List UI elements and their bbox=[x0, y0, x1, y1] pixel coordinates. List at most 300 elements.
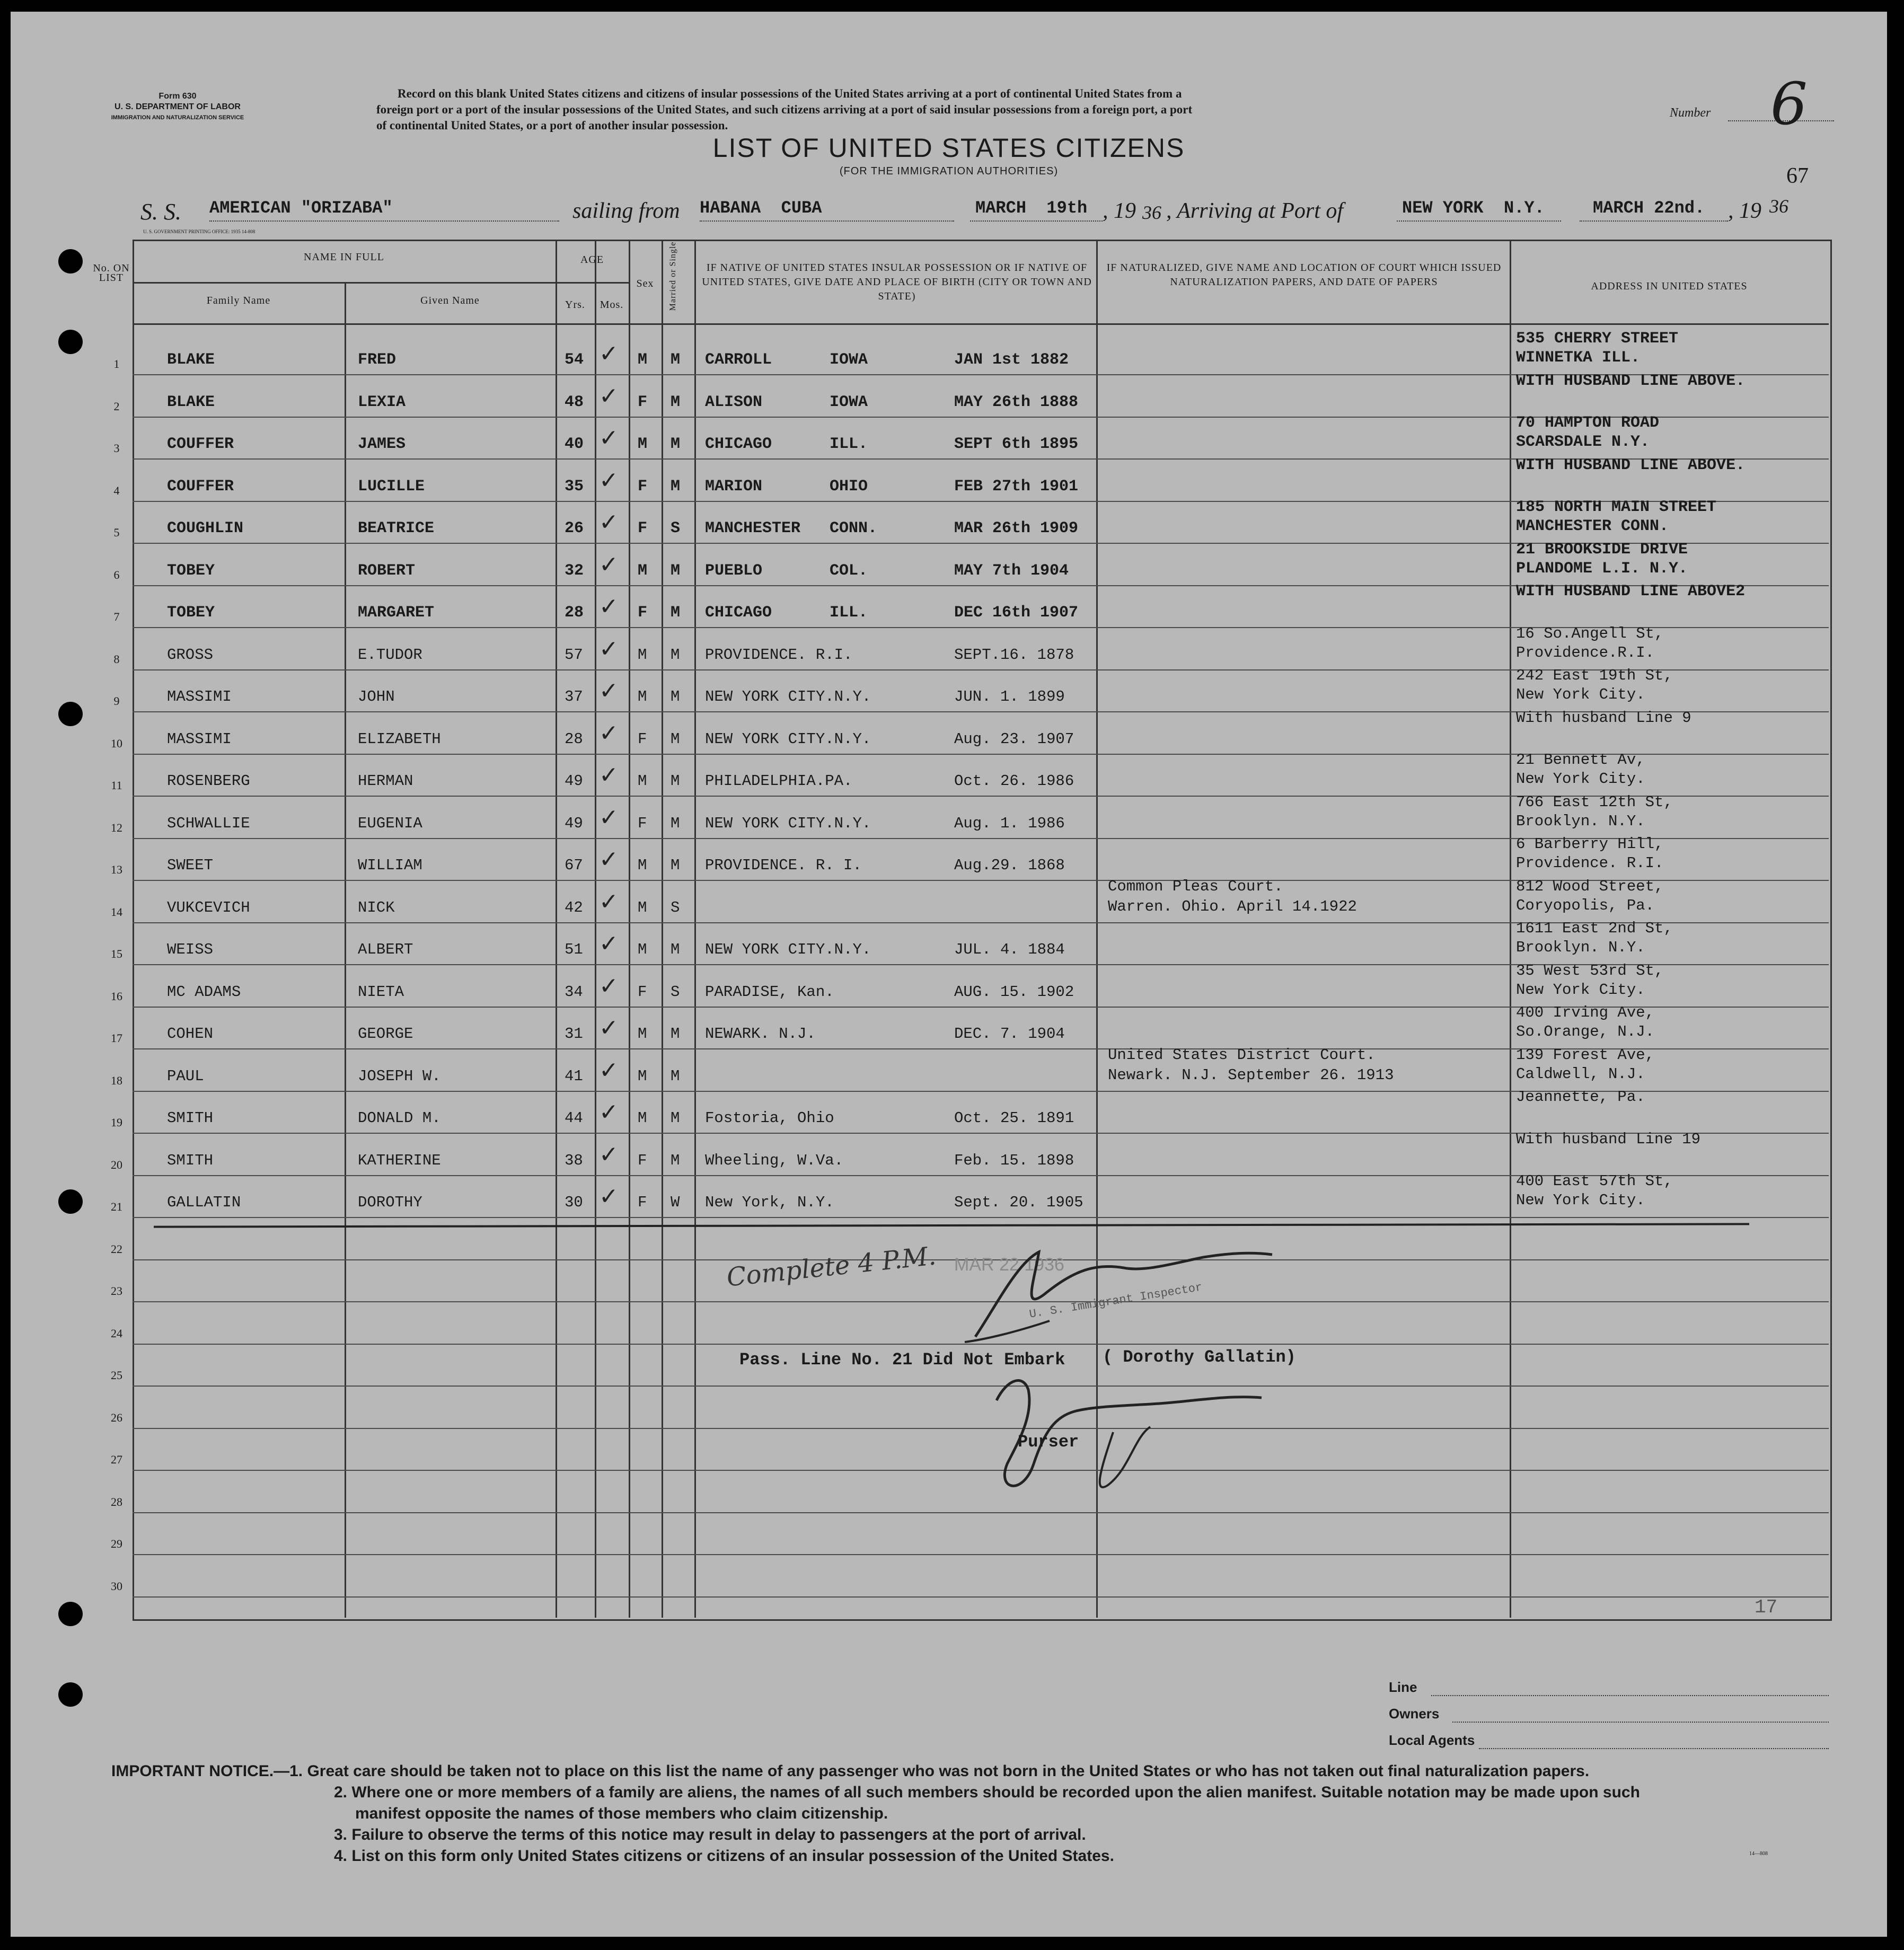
given-name-cell: DONALD M. bbox=[358, 1109, 441, 1127]
binder-hole bbox=[58, 1602, 83, 1626]
given-name-cell: MARGARET bbox=[358, 604, 435, 622]
check-mark-icon: ✓ bbox=[599, 1099, 619, 1126]
address-line-1-cell: 1611 East 2nd St, bbox=[1516, 920, 1673, 937]
inspector-signature bbox=[954, 1231, 1283, 1358]
check-mark-icon: ✓ bbox=[599, 467, 619, 494]
birth-date-cell: Aug.29. 1868 bbox=[954, 857, 1065, 874]
birth-place-cell: MANCHESTER bbox=[705, 519, 801, 537]
family-name-cell: SMITH bbox=[167, 1152, 214, 1169]
line-number: 17 bbox=[111, 1031, 122, 1045]
sex-cell: M bbox=[638, 899, 647, 916]
owners-label: Owners bbox=[1389, 1706, 1440, 1722]
marital-status-cell: M bbox=[671, 730, 680, 748]
notice-item: 3. Failure to observe the terms of this notice may result in delay to passengers at the port of arrival. bbox=[334, 1826, 1086, 1843]
form-number: Form 630 bbox=[158, 92, 197, 101]
birth-place-cell: NEW YORK CITY.N.Y. bbox=[705, 730, 871, 748]
naturalization-court-cell: Common Pleas Court. bbox=[1108, 878, 1283, 895]
arrival-year: 36 bbox=[1769, 196, 1788, 217]
birth-place-cell: PHILADELPHIA.PA. bbox=[705, 772, 853, 790]
birth-state-cell: ILL. bbox=[830, 435, 868, 453]
birth-date-cell: Aug. 1. 1986 bbox=[954, 815, 1065, 832]
line-number: 21 bbox=[111, 1200, 122, 1213]
col-married-single: Married or Single bbox=[668, 241, 677, 311]
birth-place-cell: CHICAGO bbox=[705, 604, 772, 622]
given-name-cell: HERMAN bbox=[358, 772, 413, 790]
page-subtitle: (FOR THE IMMIGRATION AUTHORITIES) bbox=[839, 165, 1059, 177]
address-line-1-cell: 35 West 53rd St, bbox=[1516, 962, 1664, 980]
age-years-cell: 40 bbox=[565, 435, 584, 453]
family-name-cell: SWEET bbox=[167, 857, 214, 874]
family-name-cell: COUFFER bbox=[167, 435, 234, 453]
address-line-1-cell: 16 So.Angell St, bbox=[1516, 625, 1664, 642]
line-number: 27 bbox=[111, 1453, 122, 1466]
line-number: 28 bbox=[111, 1495, 122, 1508]
notice-item: manifest opposite the names of those members who claim citizenship. bbox=[355, 1805, 888, 1822]
number-label: Number bbox=[1670, 106, 1711, 120]
age-years-cell: 34 bbox=[565, 983, 583, 1001]
binder-hole bbox=[58, 1189, 83, 1214]
arriving-label: , Arriving at Port of bbox=[1166, 199, 1344, 223]
family-name-cell: MASSIMI bbox=[167, 688, 232, 705]
marital-status-cell: M bbox=[671, 435, 681, 453]
address-line-1-cell: 400 East 57th St, bbox=[1516, 1172, 1673, 1190]
birth-place-cell: PROVIDENCE. R. I. bbox=[705, 857, 862, 874]
address-line-2-cell: Providence. R.I. bbox=[1516, 854, 1664, 872]
check-mark-icon: ✓ bbox=[599, 509, 619, 536]
address-line-2-cell: Brooklyn. N.Y. bbox=[1516, 813, 1645, 830]
address-line-2-cell: WINNETKA ILL. bbox=[1516, 349, 1641, 367]
sex-cell: M bbox=[638, 1025, 647, 1043]
birth-date-cell: Sept. 20. 1905 bbox=[954, 1194, 1083, 1211]
record-text-line: foreign port or a port of the insular possessions of the United States, and such citizens arriving at a port of said insular possessions from a foreign port, a port bbox=[376, 103, 1193, 116]
birth-date-cell: DEC. 7. 1904 bbox=[954, 1025, 1065, 1043]
line-number: 3 bbox=[113, 442, 120, 455]
address-line-2-cell: SCARSDALE N.Y. bbox=[1516, 433, 1650, 451]
col-yrs: Yrs. bbox=[565, 299, 585, 311]
address-line-1-cell: 139 Forest Ave, bbox=[1516, 1046, 1655, 1064]
check-mark-icon: ✓ bbox=[599, 383, 619, 410]
page-title: LIST OF UNITED STATES CITIZENS bbox=[712, 133, 1185, 163]
line-number: 14 bbox=[111, 905, 122, 919]
page-mark: 67 bbox=[1786, 164, 1809, 188]
given-name-cell: NICK bbox=[358, 899, 395, 916]
age-years-cell: 35 bbox=[565, 478, 584, 496]
family-name-cell: MC ADAMS bbox=[167, 983, 241, 1001]
sex-cell: F bbox=[638, 730, 647, 748]
family-name-cell: PAUL bbox=[167, 1067, 204, 1085]
given-name-cell: KATHERINE bbox=[358, 1152, 441, 1169]
address-line-1-cell: WITH HUSBAND LINE ABOVE. bbox=[1516, 456, 1746, 474]
department: U. S. DEPARTMENT OF LABOR bbox=[114, 102, 241, 111]
address-line-1-cell: WITH HUSBAND LINE ABOVE. bbox=[1516, 372, 1746, 390]
given-name-cell: JAMES bbox=[358, 435, 406, 453]
sex-cell: F bbox=[638, 604, 648, 622]
given-name-cell: ELIZABETH bbox=[358, 730, 441, 748]
arrival-date-rule bbox=[1580, 220, 1728, 222]
marital-status-cell: M bbox=[671, 941, 680, 958]
sex-cell: F bbox=[638, 983, 647, 1001]
age-years-cell: 49 bbox=[565, 815, 583, 832]
age-years-cell: 26 bbox=[565, 519, 584, 537]
marital-status-cell: W bbox=[671, 1194, 680, 1211]
record-instructions bbox=[376, 86, 1574, 134]
binder-hole bbox=[58, 702, 83, 726]
birth-state-cell: IOWA bbox=[830, 351, 868, 369]
departure-port: HABANA CUBA bbox=[700, 198, 822, 218]
sex-cell: M bbox=[638, 435, 648, 453]
form-id-block bbox=[90, 91, 265, 123]
marital-status-cell: M bbox=[671, 562, 681, 580]
age-years-cell: 30 bbox=[565, 1194, 583, 1211]
birth-place-cell: New York, N.Y. bbox=[705, 1194, 834, 1211]
family-name-cell: ROSENBERG bbox=[167, 772, 250, 790]
line-number: 5 bbox=[113, 526, 120, 539]
check-mark-icon: ✓ bbox=[599, 340, 619, 367]
birth-date-cell: MAY 26th 1888 bbox=[954, 393, 1079, 411]
printer-line: U. S. GOVERNMENT PRINTING OFFICE: 1935 14-808 bbox=[143, 229, 255, 234]
col-name-in-full: NAME IN FULL bbox=[304, 251, 384, 263]
col-no-on-list: No. ON LIST bbox=[93, 262, 130, 284]
birth-place-cell: NEWARK. N.J. bbox=[705, 1025, 816, 1043]
birth-place-cell: Wheeling, W.Va. bbox=[705, 1152, 844, 1169]
notice-item: —1. Great care should be taken not to place on this list the name of any passenger who was not born in the United States or who has not taken out final naturalization papers. bbox=[274, 1762, 1590, 1780]
address-line-2-cell: Brooklyn. N.Y. bbox=[1516, 939, 1645, 956]
ship-rule bbox=[209, 220, 559, 222]
birth-place-cell: CHICAGO bbox=[705, 435, 772, 453]
check-mark-icon: ✓ bbox=[599, 1183, 619, 1210]
address-line-1-cell: 766 East 12th St, bbox=[1516, 793, 1673, 811]
birth-place-cell: PARADISE, Kan. bbox=[705, 983, 834, 1001]
sex-cell: F bbox=[638, 393, 648, 411]
age-years-cell: 42 bbox=[565, 899, 583, 916]
sex-cell: M bbox=[638, 857, 647, 874]
line-number: 10 bbox=[111, 737, 122, 750]
naturalization-court-cell: United States District Court. bbox=[1108, 1046, 1376, 1064]
binder-hole bbox=[58, 249, 83, 273]
row-rule bbox=[133, 1596, 1829, 1598]
line-number: 12 bbox=[111, 821, 122, 834]
sex-cell: F bbox=[638, 815, 647, 832]
check-mark-icon: ✓ bbox=[599, 1141, 619, 1168]
family-name-cell: GALLATIN bbox=[167, 1194, 241, 1211]
sailing-date: MARCH 19th bbox=[975, 198, 1088, 218]
check-mark-icon: ✓ bbox=[599, 593, 619, 620]
family-name-cell: TOBEY bbox=[167, 562, 215, 580]
sailing-year: 36 bbox=[1142, 202, 1161, 223]
notice-item: 2. Where one or more members of a family are aliens, the names of all such members should be recorded upon the alien manifest. Suitable notation may be made upon such bbox=[334, 1784, 1640, 1801]
given-name-cell: JOHN bbox=[358, 688, 395, 705]
port-rule bbox=[700, 220, 954, 222]
age-subheader-rule bbox=[556, 282, 629, 284]
notice-title: IMPORTANT NOTICE. bbox=[111, 1762, 274, 1780]
marital-status-cell: M bbox=[671, 772, 680, 790]
important-notice bbox=[111, 1761, 1640, 1867]
arrival-year-prefix: , 19 bbox=[1728, 199, 1761, 223]
sex-cell: F bbox=[638, 519, 648, 537]
col-given-name: Given Name bbox=[420, 295, 480, 306]
birth-date-cell: JUN. 1. 1899 bbox=[954, 688, 1065, 705]
family-name-cell: BLAKE bbox=[167, 393, 215, 411]
line-number: 18 bbox=[111, 1074, 122, 1087]
birth-date-cell: AUG. 15. 1902 bbox=[954, 983, 1074, 1001]
age-years-cell: 48 bbox=[565, 393, 584, 411]
birth-date-cell: SEPT 6th 1895 bbox=[954, 435, 1079, 453]
check-mark-icon: ✓ bbox=[599, 930, 619, 957]
address-line-2-cell: So.Orange, N.J. bbox=[1516, 1023, 1655, 1040]
birth-place-cell: CARROLL bbox=[705, 351, 772, 369]
sex-cell: M bbox=[638, 1067, 647, 1085]
form-code: 14—808 bbox=[1749, 1851, 1768, 1857]
check-mark-icon: ✓ bbox=[599, 973, 619, 1000]
record-text-line: of continental United States, or a port of another insular possession. bbox=[376, 119, 728, 132]
family-name-cell: COUGHLIN bbox=[167, 519, 244, 537]
birth-date-cell: JAN 1st 1882 bbox=[954, 351, 1069, 369]
marital-status-cell: S bbox=[671, 519, 681, 537]
age-years-cell: 41 bbox=[565, 1067, 583, 1085]
address-line-1-cell: 185 NORTH MAIN STREET bbox=[1516, 498, 1717, 516]
corner-mark: 17 bbox=[1755, 1596, 1778, 1618]
ss-label: S. S. bbox=[140, 199, 181, 225]
line-number: 22 bbox=[111, 1242, 122, 1256]
col-naturalization: IF NATURALIZED, GIVE NAME AND LOCATION OF COURT WHICH ISSUED NATURALIZATION PAPERS, AND DATE OF PAPERS bbox=[1106, 262, 1502, 288]
binder-hole bbox=[58, 1682, 83, 1707]
marital-status-cell: M bbox=[671, 478, 681, 496]
given-name-cell: FRED bbox=[358, 351, 396, 369]
address-line-2-cell: Caldwell, N.J. bbox=[1516, 1065, 1645, 1083]
given-name-cell: LEXIA bbox=[358, 393, 406, 411]
family-name-cell: WEISS bbox=[167, 941, 214, 958]
line-number: 26 bbox=[111, 1411, 122, 1424]
age-years-cell: 28 bbox=[565, 730, 583, 748]
line-number: 30 bbox=[111, 1580, 122, 1593]
family-name-cell: GROSS bbox=[167, 646, 214, 664]
marital-status-cell: M bbox=[671, 1025, 680, 1043]
line-number: 9 bbox=[113, 694, 120, 708]
address-line-1-cell: 812 Wood Street, bbox=[1516, 878, 1664, 895]
check-mark-icon: ✓ bbox=[599, 804, 619, 831]
marital-status-cell: M bbox=[671, 393, 681, 411]
col-address: ADDRESS IN UNITED STATES bbox=[1591, 280, 1748, 292]
address-line-1-cell: 242 East 19th St, bbox=[1516, 667, 1673, 684]
age-years-cell: 49 bbox=[565, 772, 583, 790]
family-name-cell: TOBEY bbox=[167, 604, 215, 622]
marital-status-cell: M bbox=[671, 857, 680, 874]
age-years-cell: 51 bbox=[565, 941, 583, 958]
naturalization-location-cell: Newark. N.J. September 26. 1913 bbox=[1108, 1066, 1394, 1084]
address-line-1-cell: 535 CHERRY STREET bbox=[1516, 330, 1679, 348]
given-name-cell: WILLIAM bbox=[358, 857, 422, 874]
birth-date-cell: Aug. 23. 1907 bbox=[954, 730, 1074, 748]
marital-status-cell: M bbox=[671, 351, 681, 369]
line-number: 11 bbox=[111, 779, 122, 792]
header-bottom-rule bbox=[133, 323, 1829, 325]
line-number: 4 bbox=[113, 484, 120, 497]
line-number: 6 bbox=[113, 568, 120, 581]
line-number: 25 bbox=[111, 1369, 122, 1382]
age-years-cell: 54 bbox=[565, 351, 584, 369]
received-stamp: MAR 22 1936 bbox=[954, 1255, 1064, 1275]
birth-date-cell: Oct. 25. 1891 bbox=[954, 1109, 1074, 1127]
line-number: 20 bbox=[111, 1158, 122, 1171]
sex-cell: M bbox=[638, 941, 647, 958]
sex-cell: F bbox=[638, 1194, 647, 1211]
line-number: 23 bbox=[111, 1284, 122, 1298]
date-rule bbox=[970, 220, 1103, 222]
family-name-cell: BLAKE bbox=[167, 351, 215, 369]
birth-place-cell: ALISON bbox=[705, 393, 763, 411]
birth-date-cell: JUL. 4. 1884 bbox=[954, 941, 1065, 958]
purser-label: Purser bbox=[1018, 1432, 1079, 1452]
given-name-cell: GEORGE bbox=[358, 1025, 413, 1043]
given-name-cell: NIETA bbox=[358, 983, 404, 1001]
sex-cell: M bbox=[638, 646, 647, 664]
birth-place-cell: NEW YORK CITY.N.Y. bbox=[705, 815, 871, 832]
col-sex: Sex bbox=[636, 278, 654, 289]
address-line-2-cell: New York City. bbox=[1516, 981, 1645, 999]
address-line-2-cell: New York City. bbox=[1516, 1192, 1645, 1209]
check-mark-icon: ✓ bbox=[599, 888, 619, 915]
given-name-cell: DOROTHY bbox=[358, 1194, 422, 1211]
line-number: 2 bbox=[113, 400, 120, 413]
check-mark-icon: ✓ bbox=[599, 551, 619, 578]
check-mark-icon: ✓ bbox=[599, 1014, 619, 1042]
marital-status-cell: S bbox=[671, 983, 680, 1001]
age-years-cell: 32 bbox=[565, 562, 584, 580]
arrival-port-rule bbox=[1397, 220, 1561, 222]
given-name-cell: E.TUDOR bbox=[358, 646, 422, 664]
line-rule bbox=[1431, 1695, 1829, 1696]
record-text-line: Record on this blank United States citizens and citizens of insular possessions of the United States arriving at a port of continental United States from a bbox=[398, 87, 1182, 100]
address-line-1-cell: WITH HUSBAND LINE ABOVE2 bbox=[1516, 583, 1746, 601]
number-value: 6 bbox=[1770, 70, 1808, 138]
address-line-1-cell: With husband Line 9 bbox=[1516, 709, 1691, 727]
manifest-page bbox=[11, 12, 1887, 1937]
line-label: Line bbox=[1389, 1679, 1417, 1695]
marital-status-cell: M bbox=[671, 1109, 680, 1127]
address-line-2-cell: Providence.R.I. bbox=[1516, 644, 1655, 661]
birth-place-cell: PROVIDENCE. R.I. bbox=[705, 646, 853, 664]
birth-date-cell: Feb. 15. 1898 bbox=[954, 1152, 1074, 1169]
row-rule bbox=[133, 1217, 1829, 1218]
sex-cell: M bbox=[638, 562, 648, 580]
check-mark-icon: ✓ bbox=[599, 846, 619, 873]
family-name-cell: SCHWALLIE bbox=[167, 815, 250, 832]
sex-cell: M bbox=[638, 351, 648, 369]
pass-note: Pass. Line No. 21 Did Not Embark bbox=[739, 1350, 1065, 1370]
line-number: 29 bbox=[111, 1537, 122, 1550]
birth-place-cell: NEW YORK CITY.N.Y. bbox=[705, 941, 871, 958]
naturalization-location-cell: Warren. Ohio. April 14.1922 bbox=[1108, 898, 1357, 915]
marital-status-cell: M bbox=[671, 815, 680, 832]
arrival-date: MARCH 22nd. bbox=[1593, 198, 1705, 218]
given-name-cell: ROBERT bbox=[358, 562, 416, 580]
birth-state-cell: ILL. bbox=[830, 604, 868, 622]
family-name-cell: COHEN bbox=[167, 1025, 214, 1043]
address-line-1-cell: 400 Irving Ave, bbox=[1516, 1004, 1655, 1021]
sex-cell: F bbox=[638, 478, 648, 496]
arrival-port: NEW YORK N.Y. bbox=[1402, 198, 1545, 218]
birth-state-cell: CONN. bbox=[830, 519, 878, 537]
marital-status-cell: M bbox=[671, 1152, 680, 1169]
complete-note: Complete 4 P.M. bbox=[725, 1241, 938, 1293]
given-name-cell: EUGENIA bbox=[358, 815, 422, 832]
birth-place-cell: MARION bbox=[705, 478, 763, 496]
col-birth-info: IF NATIVE OF UNITED STATES INSULAR POSSESSION OR IF NATIVE OF UNITED STATES, GIVE DATE AND PLACE OF BIRTH (CITY OR TOWN AND STATE) bbox=[702, 262, 1092, 302]
birth-date-cell: DEC 16th 1907 bbox=[954, 604, 1079, 622]
notice-item: 4. List on this form only United States citizens or citizens of an insular possession of the United States. bbox=[334, 1847, 1114, 1865]
line-number: 7 bbox=[113, 610, 120, 623]
birth-date-cell: Oct. 26. 1986 bbox=[954, 772, 1074, 790]
address-line-2-cell: New York City. bbox=[1516, 770, 1645, 788]
address-line-1-cell: 6 Barberry Hill, bbox=[1516, 835, 1664, 853]
name-column-divider bbox=[345, 282, 346, 1618]
name-subheader-rule bbox=[133, 282, 556, 284]
birth-date-cell: FEB 27th 1901 bbox=[954, 478, 1079, 496]
check-mark-icon: ✓ bbox=[599, 425, 619, 452]
address-line-1-cell: 70 HAMPTON ROAD bbox=[1516, 414, 1660, 432]
address-line-2-cell: Coryopolis, Pa. bbox=[1516, 897, 1655, 914]
birth-date-cell: MAY 7th 1904 bbox=[954, 562, 1069, 580]
age-years-cell: 31 bbox=[565, 1025, 583, 1043]
given-name-cell: ALBERT bbox=[358, 941, 413, 958]
agents-rule bbox=[1479, 1748, 1829, 1749]
birth-state-cell: COL. bbox=[830, 562, 868, 580]
line-number: 13 bbox=[111, 863, 122, 876]
line-number: 16 bbox=[111, 990, 122, 1003]
age-years-cell: 44 bbox=[565, 1109, 583, 1127]
birth-state-cell: IOWA bbox=[830, 393, 868, 411]
service: IMMIGRATION AND NATURALIZATION SERVICE bbox=[111, 114, 244, 121]
sex-cell: M bbox=[638, 688, 647, 705]
check-mark-icon: ✓ bbox=[599, 720, 619, 747]
family-name-cell: SMITH bbox=[167, 1109, 214, 1127]
given-name-cell: JOSEPH W. bbox=[358, 1067, 441, 1085]
address-line-1-cell: 21 BROOKSIDE DRIVE bbox=[1516, 541, 1688, 559]
check-mark-icon: ✓ bbox=[599, 1057, 619, 1084]
check-mark-icon: ✓ bbox=[599, 677, 619, 704]
age-years-cell: 38 bbox=[565, 1152, 583, 1169]
address-line-1-cell: 21 Bennett Av, bbox=[1516, 751, 1645, 769]
marital-status-cell: M bbox=[671, 1067, 680, 1085]
sex-cell: M bbox=[638, 772, 647, 790]
address-line-2-cell: New York City. bbox=[1516, 686, 1645, 703]
birth-date-cell: MAR 26th 1909 bbox=[954, 519, 1079, 537]
address-line-2-cell: PLANDOME L.I. N.Y. bbox=[1516, 560, 1688, 578]
owners-rule bbox=[1452, 1722, 1829, 1723]
marital-status-cell: M bbox=[671, 646, 680, 664]
birth-place-cell: PUEBLO bbox=[705, 562, 763, 580]
birth-place-cell: Fostoria, Ohio bbox=[705, 1109, 834, 1127]
sailing-label: sailing from bbox=[572, 199, 680, 223]
row-rule bbox=[133, 1554, 1829, 1555]
ship-name: AMERICAN "ORIZABA" bbox=[209, 198, 393, 218]
line-number: 24 bbox=[111, 1327, 122, 1340]
col-age: AGE bbox=[580, 254, 604, 266]
col-mos: Mos. bbox=[600, 299, 624, 311]
given-name-cell: BEATRICE bbox=[358, 519, 435, 537]
birth-place-cell: NEW YORK CITY.N.Y. bbox=[705, 688, 871, 705]
sex-cell: F bbox=[638, 1152, 647, 1169]
line-number: 15 bbox=[111, 947, 122, 960]
marital-status-cell: M bbox=[671, 604, 681, 622]
col-family-name: Family Name bbox=[206, 295, 271, 306]
address-line-2-cell: MANCHESTER CONN. bbox=[1516, 517, 1669, 535]
pass-name: ( Dorothy Gallatin) bbox=[1103, 1347, 1296, 1367]
age-years-cell: 37 bbox=[565, 688, 583, 705]
sex-cell: M bbox=[638, 1109, 647, 1127]
line-number: 19 bbox=[111, 1116, 122, 1129]
age-years-cell: 28 bbox=[565, 604, 584, 622]
